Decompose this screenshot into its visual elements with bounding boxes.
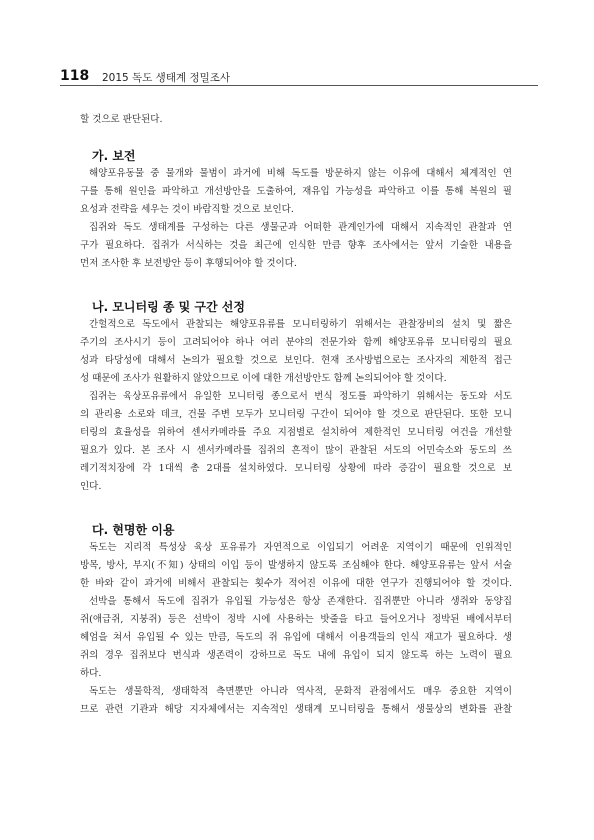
paragraph-line: 독도는 지리적 특성상 육상 포유류가 자연적으로 이입되기 어려운 지역이기 때문에 인위적인 [89,542,512,553]
paragraph-line: 의 관리용 소로와 데크, 건물 주변 모두가 모니터링 구간이 되어야 할 것으로 판단된다. 또한 모니 [80,409,512,420]
paragraph-line: 한 바와 같이 과거에 비해서 관찰되는 횟수가 적어진 이유에 대한 연구가 진행되어야 할 것이다. [80,578,512,589]
page-number: 118 [60,68,90,84]
section-heading: 가. 보전 [92,149,136,163]
header-rule [60,85,538,86]
paragraph-line: 먼저 조사한 후 보전방안 등이 후행되어야 할 것이다. [80,258,297,269]
paragraph-line: 필요가 있다. 본 조사 시 센서카메라를 집쥐의 흔적이 많이 관찰된 서도의 어민숙소와 동도의 쓰 [80,445,512,456]
intro-line: 할 것으로 판단된다. [80,114,163,125]
paragraph-line: 성과 타당성에 대해서 논의가 필요할 것으로 보인다. 현재 조사방법으로는 조사자의 제한적 접근 [80,355,512,366]
paragraph-line: 레기적치장에 각 1대씩 총 2대를 설치하였다. 모니터링 상황에 따라 증감이 필요할 것으로 보 [80,463,512,474]
page-body [80,111,512,719]
paragraph-line: 요성과 전략을 세우는 것이 바람직할 것으로 보인다. [80,204,294,215]
section-heading: 나. 모니터링 종 및 구간 선정 [92,300,245,314]
paragraph-line: 쥐의 경우 집쥐보다 번식과 생존력이 강하므로 독도 내에 유입이 되지 않도록 하는 노력이 필요 [80,650,512,661]
paragraph-line: 인다. [80,481,102,492]
paragraph-line: 헤엄을 쳐서 유입될 수 있는 만큼, 독도의 쥐 유입에 대해서 이용객들의 인식 재고가 필요하다. 생 [80,632,512,643]
paragraph-line: 므로 관련 기관과 해당 지자체에서는 지속적인 생태계 모니터링을 통해서 생물상의 변화를 관찰 [80,704,512,715]
paragraph-line: 주기의 조사시기 등이 고려되어야 하나 여러 분야의 전문가와 함께 해양포유류 모니터링의 필요 [80,337,512,348]
paragraph-line: 독도는 생물학적, 생태학적 측면뿐만 아니라 역사적, 문화적 관점에서도 매우 중요한 지역이 [89,686,512,697]
paragraph-line: 간헐적으로 독도에서 관찰되는 해양포유류를 모니터링하기 위해서는 관찰장비의 설치 및 짧은 [89,319,512,330]
section-wise-use [80,521,512,719]
paragraph-line: 집쥐는 육상포유류에서 유일한 모니터링 종으로서 번식 정도를 파악하기 위해서는 동도와 서도 [89,391,512,402]
running-title: 2015 독도 생태계 정밀조사 [102,72,231,84]
paragraph-line: 방목, 방사, 부지(不知) 상태의 이입 등이 발생하지 않도록 조심해야 한다. 해양포유류는 앞서 서술 [80,560,512,571]
paragraph-line: 해양포유동물 중 물개와 물범이 과거에 비해 독도를 방문하지 않는 이유에 대해서 체계적인 연 [89,168,512,179]
paragraph-line: 터링의 효율성을 위하여 센서카메라를 주요 지점별로 설치하여 제한적인 모니터링 여건을 개선할 [80,427,512,438]
paragraph-line: 성 때문에 조사가 원활하지 않았으므로 이에 대한 개선방안도 함께 논의되어야 할 것이다. [80,373,447,384]
paragraph-line: 구가 필요하다. 집쥐가 서식하는 것을 최근에 인식한 만큼 향후 조사에서는 앞서 기술한 내용을 [80,240,512,251]
paragraph-line: 쥐(애급쥐, 지붕쥐) 등은 선박이 정박 시에 사용하는 밧줄을 타고 들어오거나 정박된 배에서부터 [80,614,512,625]
section-conservation [80,147,512,273]
paragraph-line: 구를 통해 원인을 파악하고 개선방안을 도출하여, 재유입 가능성을 파악하고 이를 통해 복원의 필 [80,186,512,197]
paragraph-line: 선박을 통해서 독도에 집쥐가 유입될 가능성은 항상 존재한다. 집쥐뿐만 아니라 생쥐와 동양집 [89,596,512,607]
section-heading: 다. 현명한 이용 [92,523,175,537]
paragraph-line: 하다. [80,668,102,679]
section-monitoring [80,298,512,496]
paragraph-line: 집쥐와 독도 생태계를 구성하는 다른 생물군과 어떠한 관계인가에 대해서 지속적인 관찰과 연 [89,222,512,233]
